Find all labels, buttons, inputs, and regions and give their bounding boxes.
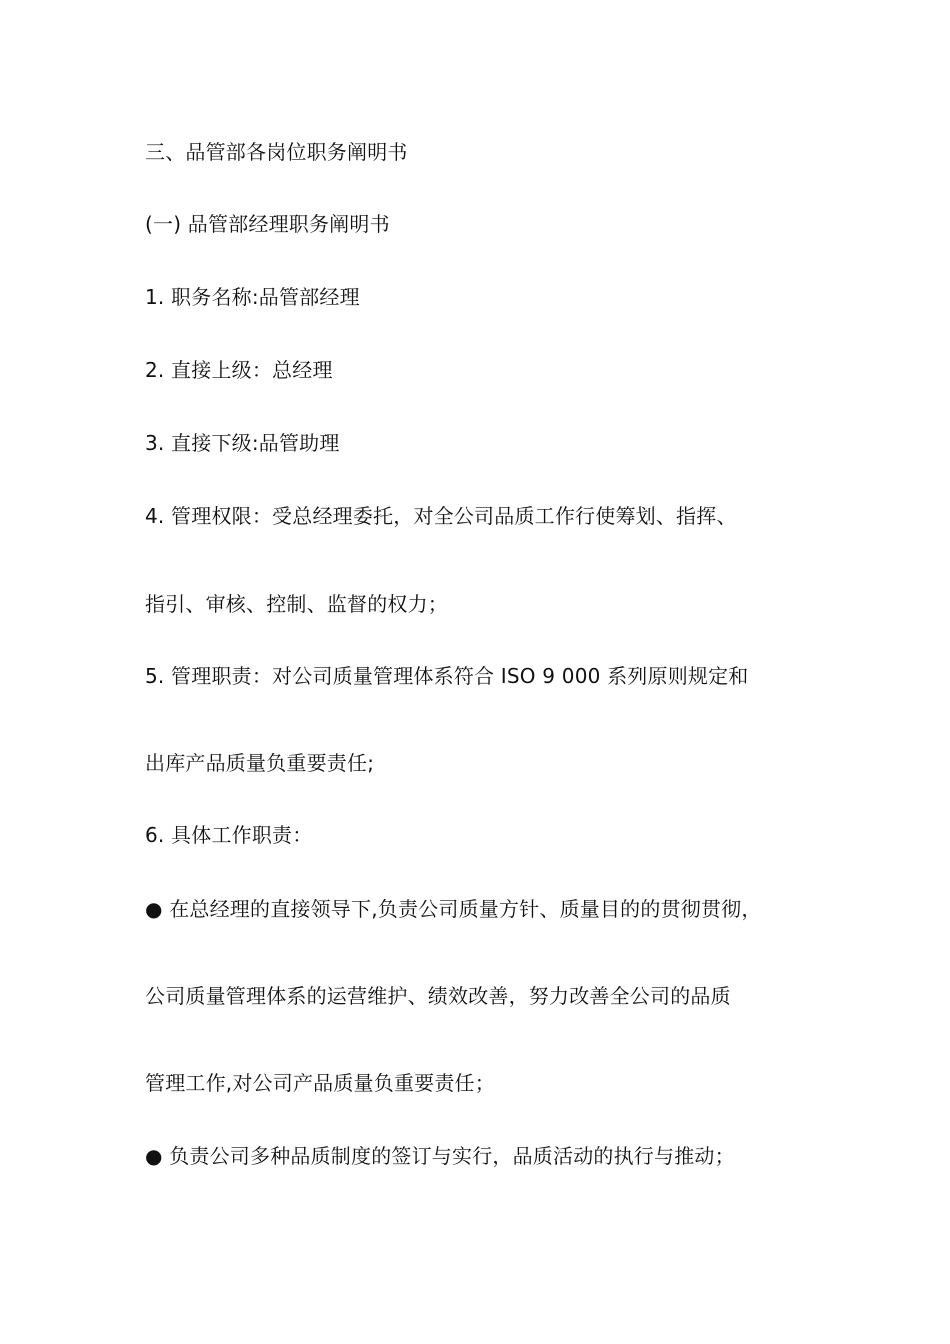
item-job-title: 1. 职务名称:品管部经理 xyxy=(145,285,360,309)
item-specific-duties: 6. 具体工作职责： xyxy=(145,823,313,847)
item-direct-subordinate: 3. 直接下级:品管助理 xyxy=(145,431,340,455)
item-authority-cont: 指引、审核、控制、监督的权力； xyxy=(145,592,448,616)
bullet-duty-1-cont-2: 管理工作,对公司产品质量负重要责任； xyxy=(145,1071,495,1095)
item-responsibility-cont: 出库产品质量负重要责任; xyxy=(145,751,375,775)
bullet-duty-1: ● 在总经理的直接领导下,负责公司质量方针、质量目的的贯彻贯彻， xyxy=(145,897,762,921)
bullet-duty-2: ● 负责公司多种品质制度的签订与实行，品质活动的执行与推动； xyxy=(145,1144,735,1168)
item-authority: 4. 管理权限：受总经理委托，对全公司品质工作行使筹划、指挥、 xyxy=(145,504,737,528)
section-heading: 三、品管部各岗位职务阐明书 xyxy=(145,140,408,164)
bullet-duty-1-cont: 公司质量管理体系的运营维护、绩效改善，努力改善全公司的品质 xyxy=(145,984,731,1008)
item-direct-superior: 2. 直接上级：总经理 xyxy=(145,358,333,382)
subsection-heading: (一) 品管部经理职务阐明书 xyxy=(145,212,390,236)
item-responsibility: 5. 管理职责：对公司质量管理体系符合 ISO 9 000 系列原则规定和 xyxy=(145,664,749,688)
